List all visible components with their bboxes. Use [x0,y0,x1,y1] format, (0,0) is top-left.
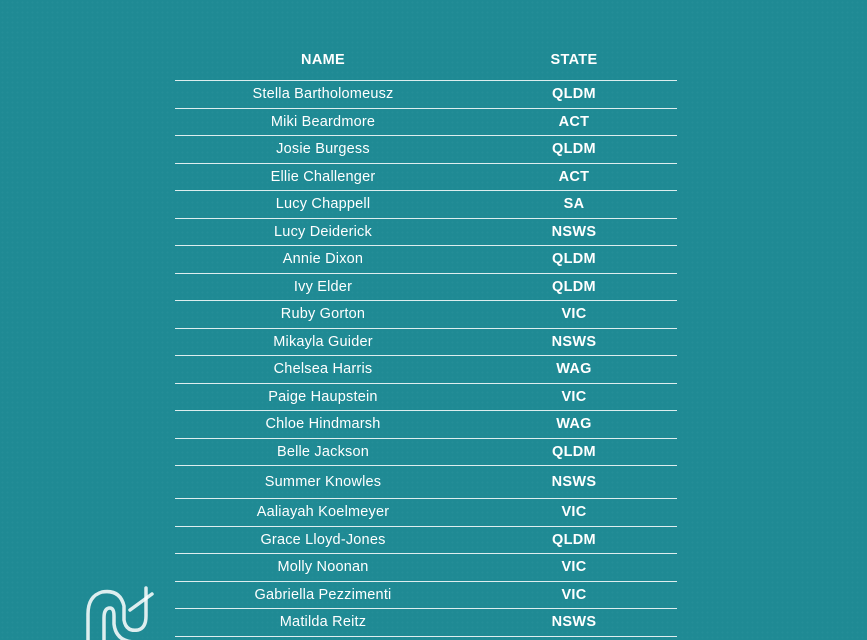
player-state: WAG [556,416,592,433]
player-name: Molly Noonan [277,559,369,576]
player-state: NSWS [551,333,597,350]
decorative-outline-lettering [80,580,160,640]
player-state: VIC [561,388,587,405]
table-row [175,439,677,467]
player-state: NSWS [551,474,597,490]
table-row [175,384,677,412]
player-name: Annie Dixon [282,251,364,268]
player-name: Grace Lloyd-Jones [260,531,386,548]
player-name: Paige Haupstein [268,388,378,405]
player-name: Ruby Gorton [280,306,366,323]
table-row [175,329,677,357]
table-row [175,554,677,582]
player-state: NSWS [551,223,597,240]
player-state: VIC [561,559,587,576]
table-header [175,0,677,81]
player-state: QLDM [552,531,596,548]
player-name: Summer Knowles [264,474,382,490]
player-state: QLDM [552,278,596,295]
table-body [175,81,677,637]
table-row [175,81,677,109]
player-name: Aaliayah Koelmeyer [256,504,390,521]
player-name: Matilda Reitz [279,614,367,631]
table-row [175,136,677,164]
state-column-header: STATE [550,52,598,68]
table-row [175,274,677,302]
table-row [175,527,677,555]
player-state: QLDM [552,443,596,460]
table-row [175,356,677,384]
player-name: Stella Bartholomeusz [252,86,394,103]
player-state: ACT [558,168,590,185]
player-state: QLDM [552,251,596,268]
table-row [175,109,677,137]
table-row [175,301,677,329]
player-name: Gabriella Pezzimenti [254,586,392,603]
player-name: Josie Burgess [276,141,370,158]
table-row [175,191,677,219]
table-row [175,411,677,439]
player-state: ACT [558,113,590,130]
player-state: VIC [561,504,587,521]
player-state: VIC [561,306,587,323]
table-row [175,466,677,499]
player-state: QLDM [552,141,596,158]
player-name: Belle Jackson [276,443,370,460]
table-row [175,164,677,192]
player-name: Chelsea Harris [273,361,373,378]
player-name: Mikayla Guider [273,333,373,350]
table-row [175,582,677,610]
table-row [175,609,677,637]
player-roster-table [175,0,677,637]
player-name: Lucy Deiderick [274,223,372,240]
player-state: VIC [561,586,587,603]
player-name: Ellie Challenger [270,168,376,185]
table-row [175,219,677,247]
player-state: WAG [556,361,592,378]
player-state: QLDM [552,86,596,103]
player-name: Chloe Hindmarsh [265,416,381,433]
player-name: Lucy Chappell [275,196,371,213]
table-row [175,499,677,527]
player-state: NSWS [551,614,597,631]
table-row [175,246,677,274]
player-name: Ivy Elder [293,278,353,295]
name-column-header: NAME [301,52,345,68]
player-name: Miki Beardmore [270,113,376,130]
player-state: SA [563,196,585,213]
